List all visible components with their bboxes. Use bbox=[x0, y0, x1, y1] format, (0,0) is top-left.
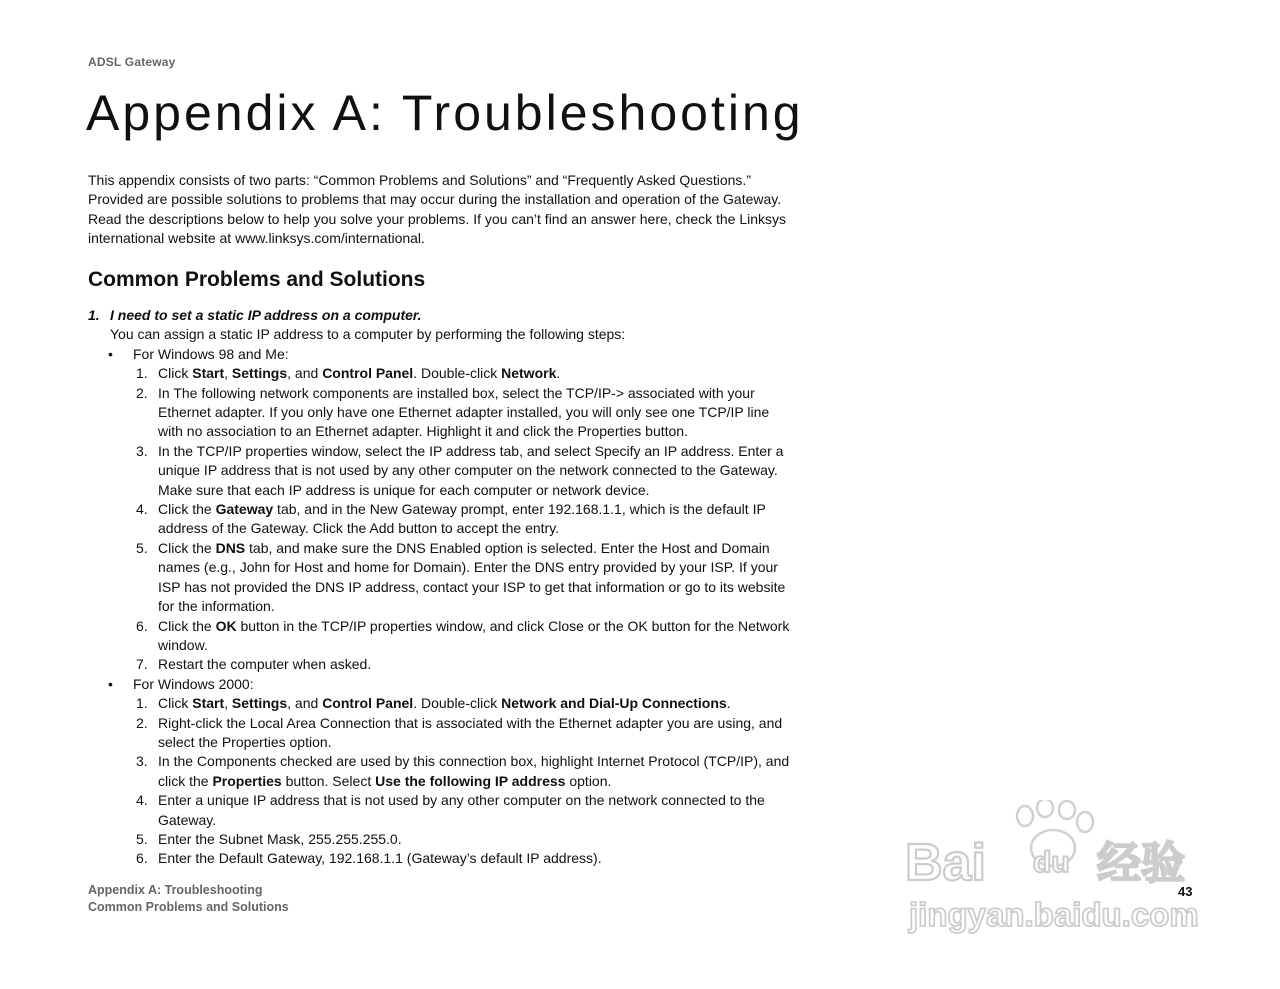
step-emphasis: Network bbox=[501, 365, 557, 382]
page-title: Appendix A: Troubleshooting bbox=[86, 85, 804, 141]
footer-chapter: Appendix A: Troubleshooting bbox=[88, 883, 263, 897]
step-emphasis: Control Panel bbox=[322, 695, 414, 712]
step-number: 3. bbox=[136, 442, 148, 459]
paw-toe bbox=[1077, 812, 1093, 832]
windows-2000-steps bbox=[88, 694, 793, 869]
step-text: option. bbox=[565, 772, 612, 789]
step bbox=[88, 849, 793, 868]
problem-list bbox=[88, 306, 793, 869]
step-text: Click the bbox=[158, 501, 216, 518]
step bbox=[88, 830, 793, 849]
step-text: Enter the Subnet Mask, 255.255.255.0. bbox=[158, 830, 402, 847]
question-intro: You can assign a static IP address to a computer by performing the following steps: bbox=[110, 326, 626, 343]
step-emphasis: Control Panel bbox=[322, 365, 414, 382]
step-emphasis: Gateway bbox=[215, 501, 274, 518]
step-text: In the Components checked are used by this connection box, highlight Internet Protocol (TCP/IP), and click the bbox=[158, 753, 790, 789]
watermark-cn: 经验 bbox=[1097, 838, 1185, 889]
question-number: 1. bbox=[88, 307, 100, 323]
step bbox=[88, 714, 793, 753]
watermark-brand: Bai bbox=[905, 834, 986, 892]
step-number: 4. bbox=[136, 501, 148, 518]
step-text: Click the bbox=[158, 617, 216, 634]
step-emphasis: Network and Dial-Up Connections bbox=[501, 695, 727, 712]
step-text: Click the bbox=[158, 539, 216, 556]
question-text: I need to set a static IP address on a computer. bbox=[110, 307, 422, 323]
step-emphasis: Settings bbox=[231, 695, 288, 712]
step-number: 1. bbox=[136, 365, 148, 382]
step bbox=[88, 384, 793, 442]
step-text: . bbox=[726, 695, 731, 712]
section-title: Common Problems and Solutions bbox=[88, 268, 426, 291]
step-number: 6. bbox=[136, 617, 148, 634]
step-emphasis: Properties bbox=[212, 772, 282, 789]
step bbox=[88, 500, 793, 539]
step bbox=[88, 617, 793, 656]
step-text: button. Select bbox=[281, 772, 376, 789]
step-number: 5. bbox=[136, 830, 148, 847]
page-number: 43 bbox=[1178, 884, 1193, 899]
step-text: . Double-click bbox=[413, 695, 502, 712]
windows-98-steps bbox=[88, 364, 793, 675]
step-text: . Double-click bbox=[413, 365, 502, 382]
step-number: 6. bbox=[136, 850, 148, 867]
step-text: Right-click the Local Area Connection that is associated with the Ethernet adapter you are using, and select the Properties option. bbox=[158, 714, 783, 750]
paw-pad bbox=[1031, 830, 1075, 866]
step bbox=[88, 791, 793, 830]
step-text: , bbox=[224, 695, 232, 712]
step-text: In the TCP/IP properties window, select the IP address tab, and select Specify an IP address. Enter a unique IP address that is not used by any other computer on the network connected to the Gateway. Make sure that each IP address is unique for each computer or network device. bbox=[158, 442, 784, 498]
step bbox=[88, 752, 793, 791]
paw-toe bbox=[1017, 806, 1033, 826]
bullet-heading: For Windows 2000: bbox=[133, 675, 254, 692]
step bbox=[88, 694, 793, 713]
step-number: 2. bbox=[136, 384, 148, 401]
running-header: ADSL Gateway bbox=[88, 55, 176, 69]
bullet-heading: For Windows 98 and Me: bbox=[133, 345, 289, 362]
watermark-brand-du: du bbox=[1033, 846, 1070, 879]
footer-section: Common Problems and Solutions bbox=[88, 899, 289, 914]
intro-paragraph: This appendix consists of two parts: “Common Problems and Solutions” and “Frequently Asked Questions.” Provided are possible solutions to problems that may occur during the installation and operation of the Gateway. Read the descriptions below to help you solve your problems. If you can’t find an answer here, check the Linksys international website at www.linksys.com/international. bbox=[88, 172, 787, 247]
step-emphasis: Settings bbox=[231, 365, 288, 382]
step bbox=[88, 442, 793, 500]
step-text: , and bbox=[287, 695, 323, 712]
step-number: 7. bbox=[136, 656, 148, 673]
step-text: Restart the computer when asked. bbox=[158, 656, 372, 673]
step-emphasis: DNS bbox=[215, 539, 246, 556]
step bbox=[88, 655, 793, 674]
step-number: 4. bbox=[136, 792, 148, 809]
step-text: , bbox=[224, 365, 232, 382]
step-text: , and bbox=[287, 365, 323, 382]
bullet-dot: • bbox=[108, 675, 113, 692]
step-number: 3. bbox=[136, 753, 148, 770]
step bbox=[88, 364, 793, 383]
watermark-url: jingyan.baidu.com bbox=[909, 896, 1199, 933]
bullet-windows-98 bbox=[88, 345, 793, 364]
step-text: Click bbox=[158, 695, 193, 712]
step-emphasis: Start bbox=[192, 695, 225, 712]
bullet-windows-2000 bbox=[88, 675, 793, 694]
page-footer bbox=[88, 882, 289, 915]
step-number: 1. bbox=[136, 695, 148, 712]
step-text: . bbox=[556, 365, 561, 382]
step-emphasis: Start bbox=[192, 365, 225, 382]
step-emphasis: OK bbox=[215, 617, 237, 634]
step bbox=[88, 539, 793, 617]
step-text: In The following network components are installed box, select the TCP/IP-> associated with your Ethernet adapter. If you only have one Ethernet adapter installed, you will only see one TCP/IP line with no association to an Ethernet adapter. Highlight it and click the Properties button. bbox=[158, 384, 770, 440]
paw-toe bbox=[1059, 801, 1075, 819]
bullet-dot: • bbox=[108, 345, 113, 362]
step-number: 5. bbox=[136, 539, 148, 556]
paw-toe bbox=[1037, 800, 1053, 817]
step-emphasis: Use the following IP address bbox=[375, 772, 566, 789]
question-heading bbox=[88, 306, 793, 325]
step-number: 2. bbox=[136, 714, 148, 731]
step-text: button in the TCP/IP properties window, and click Close or the OK button for the Network window. bbox=[158, 617, 790, 653]
step-text: Enter a unique IP address that is not used by any other computer on the network connected to the Gateway. bbox=[158, 792, 765, 828]
baidu-watermark-logo bbox=[905, 800, 1205, 940]
step-text: tab, and in the New Gateway prompt, enter 192.168.1.1, which is the default IP address of the Gateway. Click the Add button to accept the entry. bbox=[158, 501, 766, 537]
step-text: Click bbox=[158, 365, 193, 382]
step-text: Enter the Default Gateway, 192.168.1.1 (Gateway’s default IP address). bbox=[158, 850, 602, 867]
step-text: tab, and make sure the DNS Enabled option is selected. Enter the Host and Domain names (e.g., John for Host and home for Domain). Enter the DNS entry provided by your ISP. If your ISP has not provided the DNS IP address, contact your ISP to get that information or go to its website for the information. bbox=[158, 539, 786, 615]
